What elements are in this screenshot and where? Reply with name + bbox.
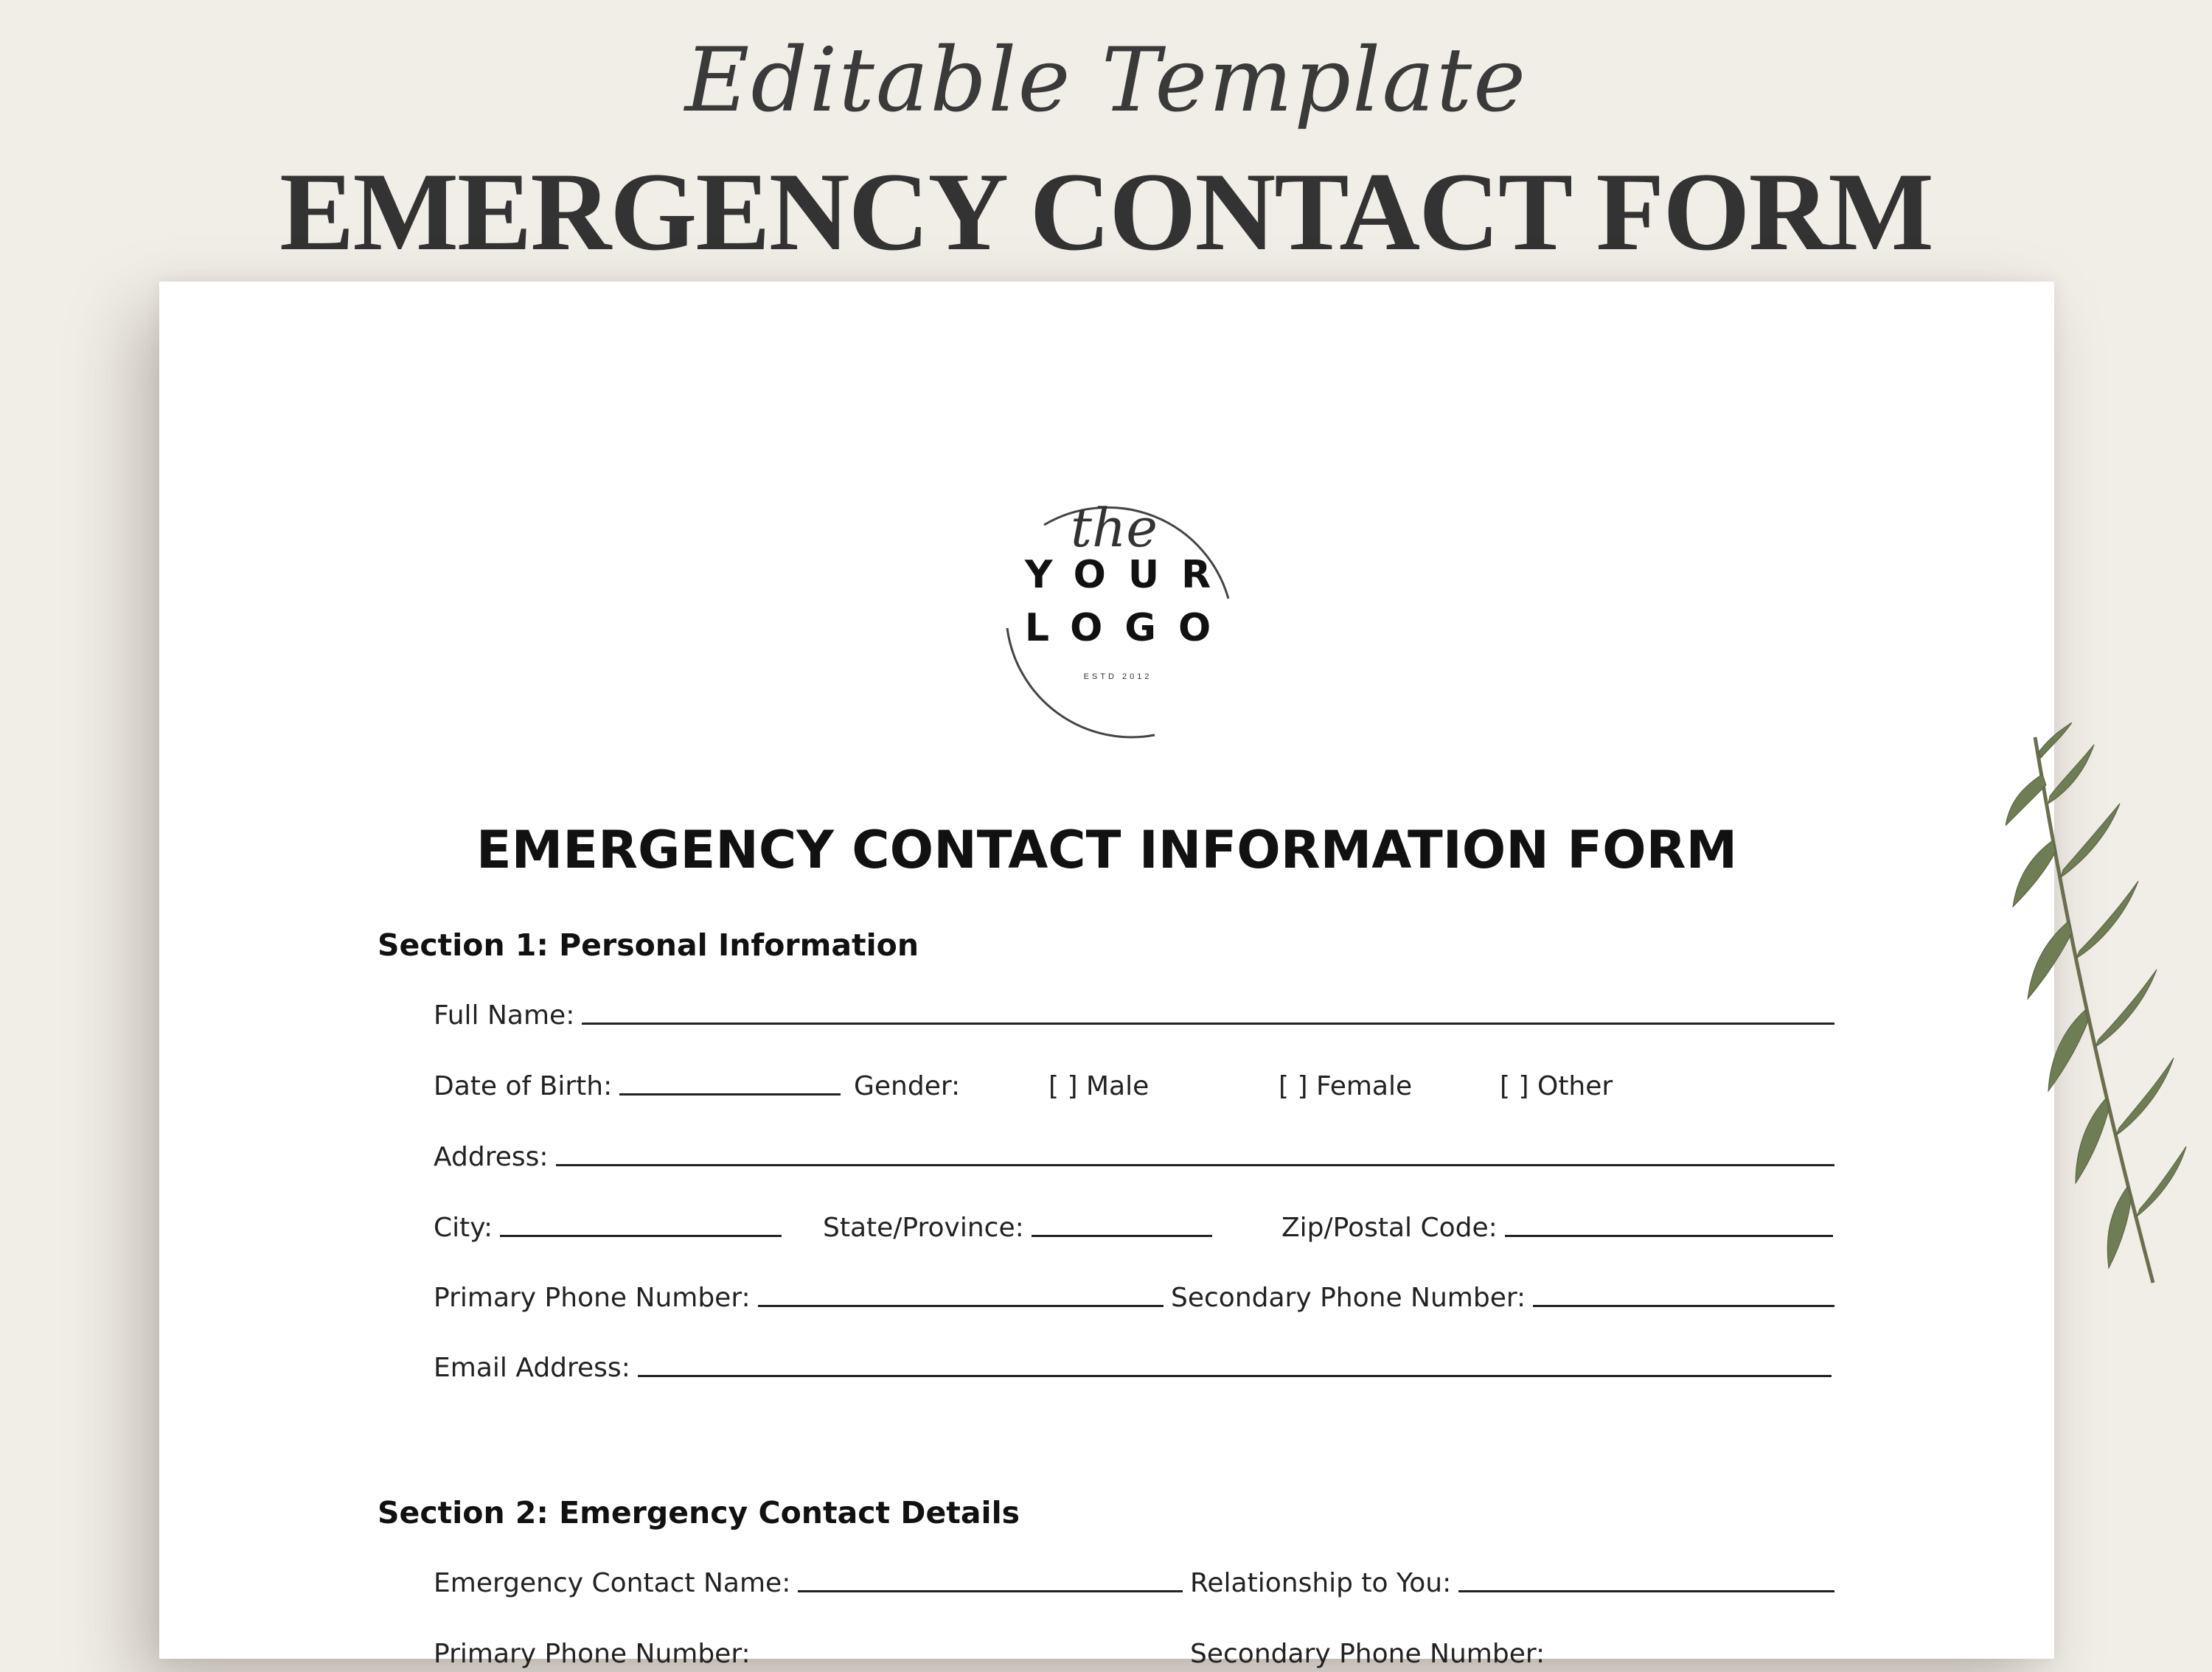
- email-field[interactable]: [434, 1342, 1832, 1383]
- state-field[interactable]: [823, 1202, 1212, 1243]
- gender-option-male[interactable]: [ ] Male: [1048, 1071, 1150, 1101]
- logo-line-your: YOUR: [1024, 553, 1234, 597]
- logo: [970, 466, 1265, 761]
- full-name-row: [434, 989, 1834, 1034]
- form-sheet: [159, 282, 2054, 1669]
- secondary-phone-label: Secondary Phone Number:: [1171, 1283, 1526, 1313]
- email-label: Email Address:: [434, 1353, 630, 1383]
- primary-phone-label: Primary Phone Number:: [434, 1283, 751, 1313]
- contact-primary-phone-label: Primary Phone Number:: [434, 1639, 751, 1669]
- dob-field[interactable]: [434, 1060, 841, 1101]
- section-2-heading: Section 2: Emergency Contact Details: [378, 1495, 1020, 1530]
- address-label: Address:: [434, 1142, 549, 1172]
- phone-row: [434, 1272, 1834, 1316]
- logo-estd: ESTD 2012: [1083, 672, 1152, 681]
- zip-label: Zip/Postal Code:: [1281, 1213, 1498, 1243]
- dob-line[interactable]: [619, 1093, 841, 1095]
- relationship-label: Relationship to You:: [1190, 1568, 1452, 1598]
- full-name-field[interactable]: [434, 989, 1834, 1031]
- address-field[interactable]: [434, 1131, 1834, 1172]
- city-field[interactable]: [434, 1202, 782, 1243]
- full-name-line[interactable]: [582, 1022, 1834, 1025]
- city-line[interactable]: [500, 1234, 782, 1237]
- logo-line-logo: LOGO: [1024, 606, 1234, 650]
- gender-option-female[interactable]: [ ] Female: [1279, 1071, 1413, 1101]
- dob-label: Date of Birth:: [434, 1071, 613, 1101]
- relationship-field[interactable]: [1190, 1557, 1834, 1598]
- gender-option-other[interactable]: [ ] Other: [1500, 1071, 1613, 1101]
- primary-phone-field[interactable]: [434, 1272, 1164, 1313]
- secondary-phone-line[interactable]: [1533, 1304, 1834, 1307]
- section-1-heading: Section 1: Personal Information: [378, 927, 919, 963]
- city-state-zip-row: [434, 1202, 1834, 1246]
- page-title: EMERGENCY CONTACT FORM: [279, 150, 1933, 274]
- primary-phone-line[interactable]: [758, 1304, 1164, 1307]
- contact-name-row: [434, 1557, 1834, 1601]
- zip-field[interactable]: [1281, 1202, 1833, 1243]
- contact-phone-row: [434, 1628, 1834, 1672]
- zip-line[interactable]: [1505, 1234, 1833, 1237]
- gender-label: Gender:: [854, 1071, 961, 1101]
- state-line[interactable]: [1032, 1234, 1212, 1237]
- contact-name-field[interactable]: [434, 1557, 1183, 1598]
- contact-name-label: Emergency Contact Name:: [434, 1568, 791, 1598]
- contact-primary-phone-field[interactable]: [434, 1628, 1183, 1669]
- contact-name-line[interactable]: [798, 1589, 1183, 1592]
- full-name-label: Full Name:: [434, 1000, 575, 1031]
- form-title: EMERGENCY CONTACT INFORMATION FORM: [476, 820, 1738, 880]
- email-row: [434, 1342, 1834, 1386]
- city-label: City:: [434, 1213, 493, 1243]
- email-line[interactable]: [638, 1374, 1832, 1377]
- address-row: [434, 1131, 1834, 1175]
- logo-the-script: the: [1071, 497, 1158, 559]
- script-subtitle: Editable Template: [684, 29, 1528, 132]
- relationship-line[interactable]: [1458, 1589, 1834, 1592]
- contact-secondary-phone-label: Secondary Phone Number:: [1190, 1639, 1545, 1669]
- secondary-phone-field[interactable]: [1171, 1272, 1834, 1313]
- contact-secondary-phone-field[interactable]: [1190, 1628, 1834, 1669]
- state-label: State/Province:: [823, 1213, 1024, 1243]
- dob-gender-row: [434, 1060, 1834, 1104]
- address-line[interactable]: [556, 1163, 1835, 1166]
- plant-sprig-icon: [2006, 722, 2212, 1297]
